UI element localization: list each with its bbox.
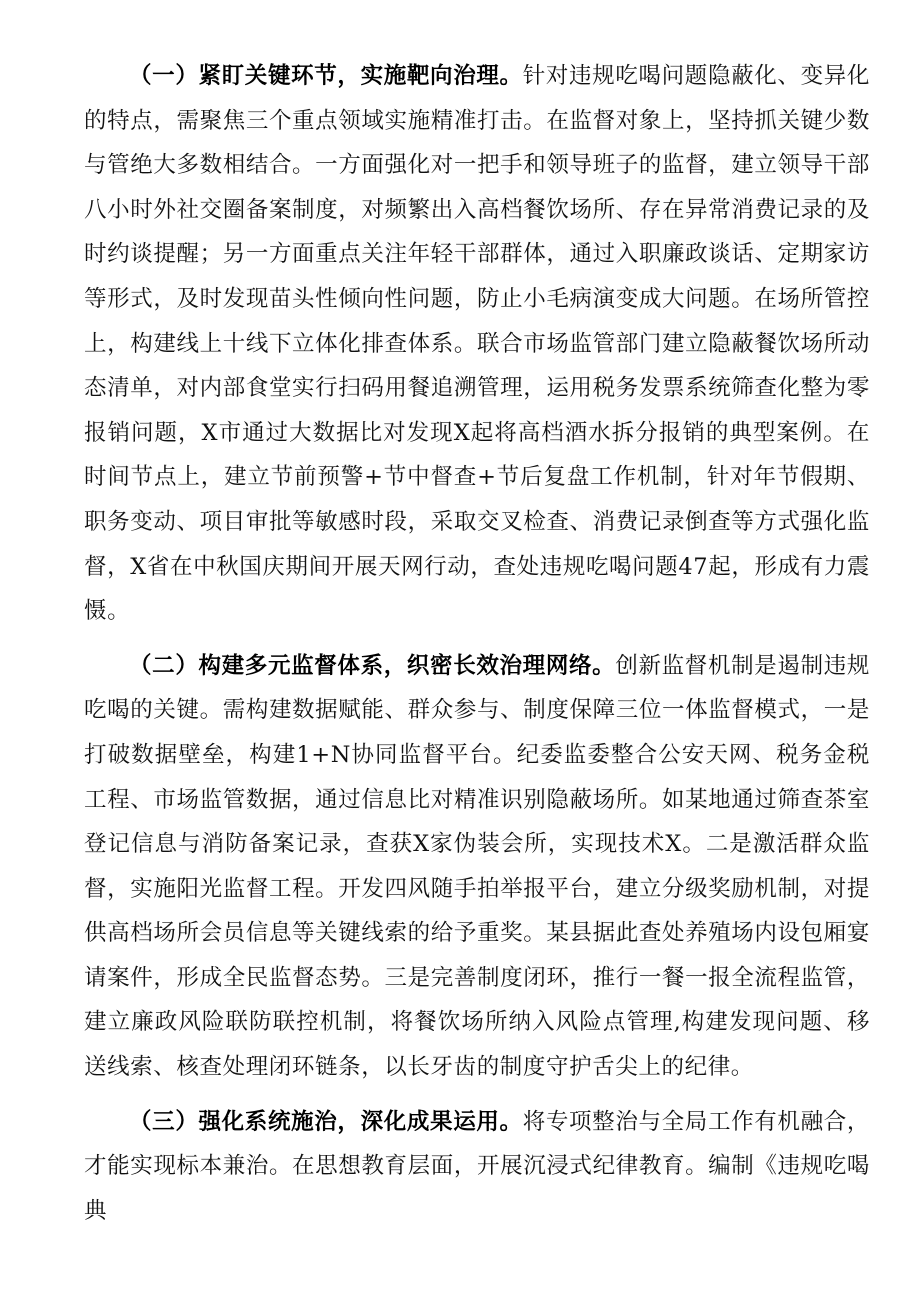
paragraph-2-body: 创新监督机制是遏制违规吃喝的关键。需构建数据赋能、群众参与、制度保障三位一体监督模式，一是打破数据壁垒，构建1+N协同监督平台。纪委监委整合公安天网、税务金税工程、市场监管数据，通过信息比对精准识别隐蔽场所。如某地通过筛查茶室登记信息与消防备案记录，查获X家伪装会所，实现技术X。二是激活群众监督，实施阳光监督工程。开发四风随手拍举报平台，建立分级奖励机制，对提供高档场所会员信息等关键线索的给予重奖。某县据此查处养殖场内设包厢宴请案件，形成全民监督态势。三是完善制度闭环，推行一餐一报全流程监管，建立廉政风险联防联控机制，将餐饮场所纳入风险点管理,构建发现问题、移送线索、核查处理闭环链条，以长牙齿的制度守护舌尖上的纪律。 (84, 652, 870, 1081)
paragraph-3 (84, 1100, 870, 1234)
document-page (84, 54, 870, 1233)
paragraph-2-heading: （二）构建多元监督体系，织密长效治理网络。 (129, 652, 616, 679)
paragraph-1-body: 针对违规吃喝问题隐蔽化、变异化的特点，需聚焦三个重点领域实施精准打击。在监督对象上，坚持抓关键少数与管绝大多数相结合。一方面强化对一把手和领导班子的监督，建立领导干部八小时外社交圈备案制度，对频繁出入高档餐饮场所、存在异常消费记录的及时约谈提醒；另一方面重点关注年轻干部群体，通过入职廉政谈话、定期家访等形式，及时发现苗头性倾向性问题，防止小毛病演变成大问题。在场所管控上，构建线上十线下立体化排查体系。联合市场监管部门建立隐蔽餐饮场所动态清单，对内部食堂实行扫码用餐追溯管理，运用税务发票系统筛查化整为零报销问题，X市通过大数据比对发现X起将高档酒水拆分报销的典型案例。在时间节点上，建立节前预警+节中督查+节后复盘工作机制，针对年节假期、职务变动、项目审批等敏感时段，采取交叉检查、消费记录倒查等方式强化监督，X省在中秋国庆期间开展天网行动，查处违规吃喝问题47起，形成有力震慑。 (84, 63, 870, 625)
paragraph-3-body: 将专项整治与全局工作有机融合，才能实现标本兼治。在思想教育层面，开展沉浸式纪律教育。编制《违规吃喝典 (84, 1108, 870, 1224)
paragraph-1-heading: （一）紧盯关键环节，实施靶向治理。 (129, 63, 523, 89)
paragraph-3-heading: （三）强化系统施治，深化成果运用。 (129, 1108, 523, 1135)
paragraph-2 (84, 644, 870, 1090)
paragraph-1 (84, 54, 870, 634)
